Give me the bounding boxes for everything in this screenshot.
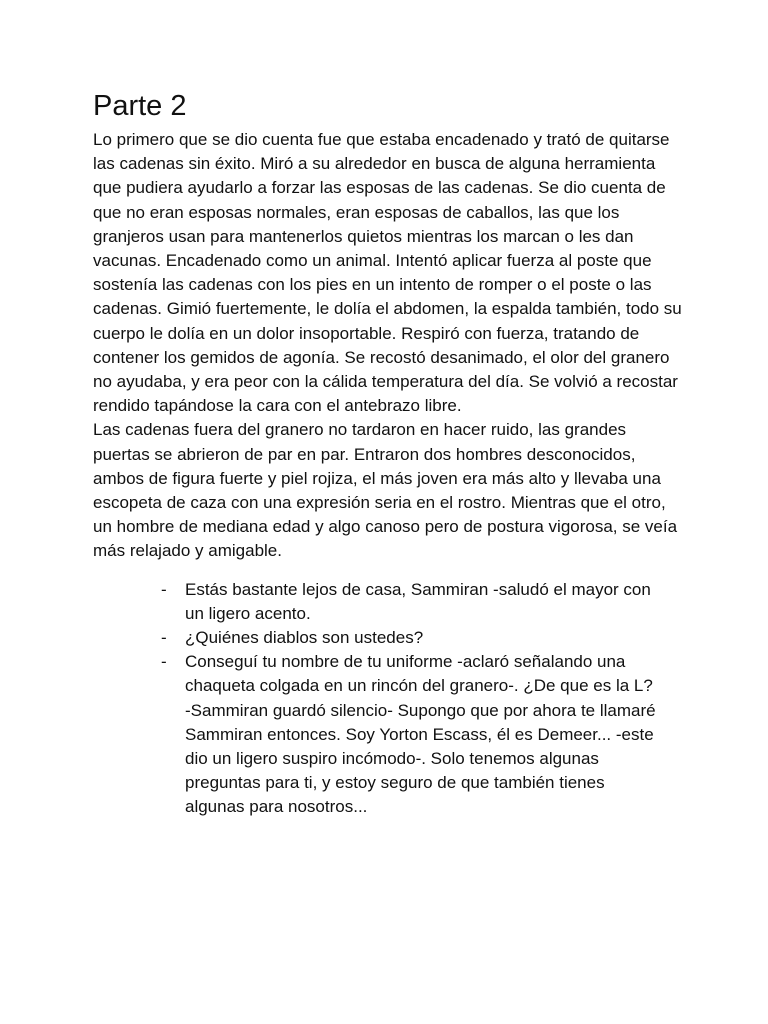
dialogue-text: Conseguí tu nombre de tu uniforme -aclaró señalando una chaqueta colgada en un rincón del granero-. ¿De que es la L? -Sammiran guardó silencio- Supongo que por ahora te llamaré Sammiran entonces. Soy Yorton Escass, él es Demeer... -este dio un ligero suspiro incómodo-. Solo tenemos algunas preguntas para ti, y estoy seguro de que también tienes algunas para nosotros... xyxy=(185,652,656,817)
dialogue-line-3 xyxy=(161,650,661,819)
dialogue-text: Estás bastante lejos de casa, Sammiran -saludó el mayor con un ligero acento. xyxy=(185,579,651,623)
dialogue-text: ¿Quiénes diablos son ustedes? xyxy=(185,628,424,648)
dialogue-list xyxy=(93,578,661,820)
document-heading: Parte 2 xyxy=(93,90,187,122)
paragraph-1: Lo primero que se dio cuenta fue que estaba encadenado y trató de quitarse las cadenas sin éxito. Miró a su alrededor en busca de alguna herramienta que pudiera ayudarlo a forzar las esposas de las cadenas. Se dio cuenta de que no eran esposas normales, eran esposas de caballos, las que los granjeros usan para mantenerlos quietos mientras los marcan o les dan vacunas. Encadenado como un animal. Intentó aplicar fuerza al poste que sostenía las cadenas con los pies en un intento de romper o el poste o las cadenas. Gimió fuertemente, le dolía el abdomen, la espalda también, todo su cuerpo le dolía en un dolor insoportable. Respiró con fuerza, tratando de contener los gemidos de agonía. Se recostó desanimado, el olor del granero no ayudaba, y era peor con la cálida temperatura del día. Se volvió a recostar rendido tapándose la cara con el antebrazo libre. xyxy=(93,130,682,416)
dialogue-dash: - xyxy=(161,628,167,648)
dialogue-dash: - xyxy=(161,579,167,599)
document-page xyxy=(93,86,683,820)
dialogue-line-1 xyxy=(161,578,661,626)
dialogue-line-2 xyxy=(161,626,661,650)
dialogue-dash: - xyxy=(161,652,167,672)
paragraph-2: Las cadenas fuera del granero no tardaron en hacer ruido, las grandes puertas se abrieron de par en par. Entraron dos hombres desconocidos, ambos de figura fuerte y piel rojiza, el más joven era más alto y llevaba una escopeta de caza con una expresión seria en el rostro. Mientras que el otro, un hombre de mediana edad y algo canoso pero de postura vigorosa, se veía más relajado y amigable. xyxy=(93,420,678,561)
